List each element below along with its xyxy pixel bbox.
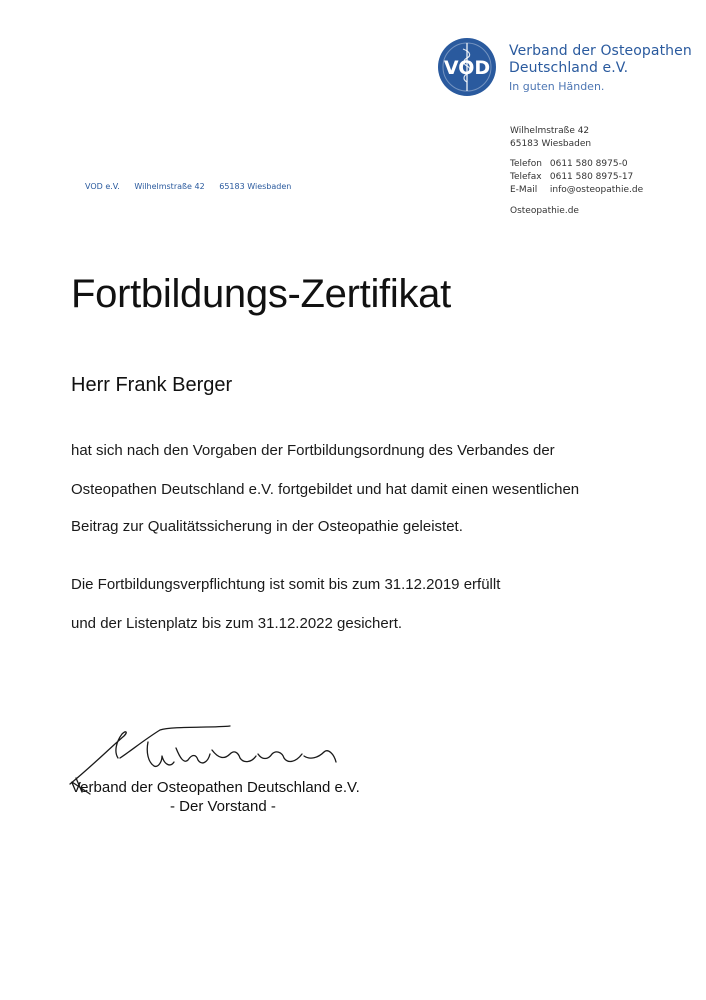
fax-value: 0611 580 8975-17 [549,172,634,182]
signature-role: - Der Vorstand - [170,798,276,815]
body-line: Osteopathen Deutschland e.V. fortgebildet und hat damit einen wesentlichen [71,481,580,498]
body-line: Beitrag zur Qualitätssicherung in der Osteopathie geleistet. [71,518,463,535]
org-name-line2: Deutschland e.V. [509,60,629,76]
contact-phone [510,158,628,171]
fax-label: Telefax [510,172,542,182]
contact-email [510,184,643,197]
email-label: E-Mail [510,185,538,195]
body-line: hat sich nach den Vorgaben der Fortbildungsordnung des Verbandes der [71,442,555,459]
contact-website: Osteopathie.de [510,206,579,216]
recipient-name: Herr Frank Berger [71,374,233,396]
phone-label: Telefon [510,159,542,169]
email-value: info@osteopathie.de [549,185,644,195]
sender-line [85,182,303,191]
contact-fax [510,171,633,184]
vod-logo [437,37,497,97]
org-name-line1: Verband der Osteopathen [509,43,692,59]
body-line: und der Listenplatz bis zum 31.12.2022 gesichert. [71,615,403,632]
signature-organization: Verband der Osteopathen Deutschland e.V. [71,779,360,796]
certificate-title: Fortbildungs-Zertifikat [71,272,451,316]
sender-city: 65183 Wiesbaden [219,182,292,191]
sender-street: Wilhelmstraße 42 [134,182,205,191]
body-line: Die Fortbildungsverpflichtung ist somit bis zum 31.12.2019 erfüllt [71,576,501,593]
slogan: In guten Händen. [509,80,605,93]
contact-city: 65183 Wiesbaden [510,139,592,149]
sender-org: VOD e.V. [85,182,120,191]
contact-street: Wilhelmstraße 42 [510,126,590,136]
logo-text: VOD [443,57,491,79]
phone-value: 0611 580 8975-0 [549,159,628,169]
